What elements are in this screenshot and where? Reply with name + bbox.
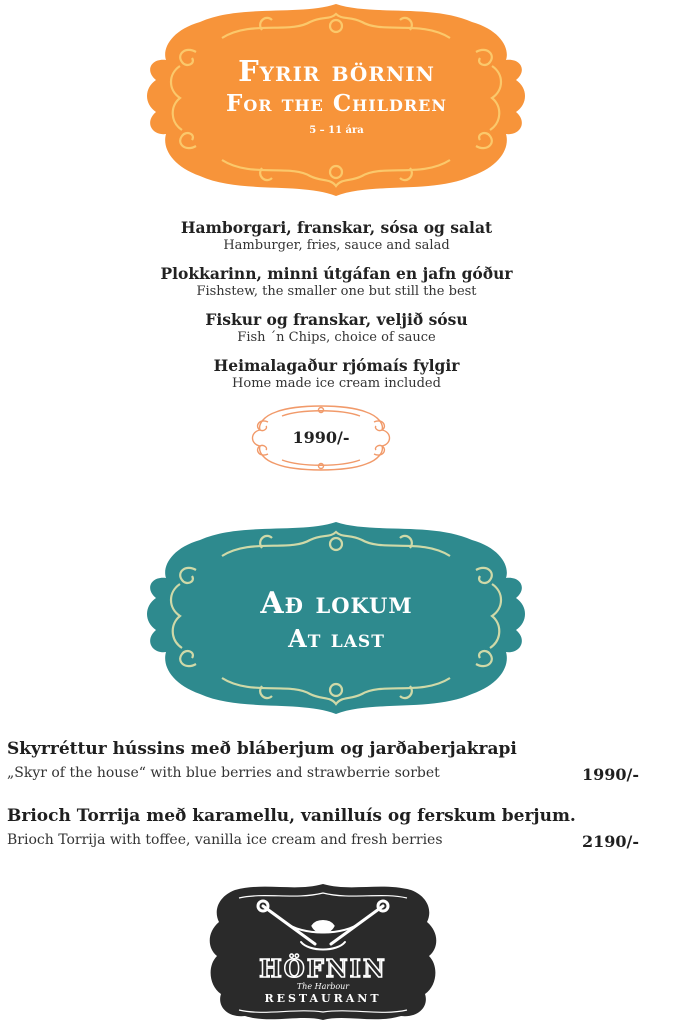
children-title-is: Fyrir börnin xyxy=(238,54,435,88)
kids-item-subtitle: Home made ice cream included xyxy=(232,376,441,391)
dessert-title-is: Að lokum xyxy=(260,586,413,621)
logo-name: HÖFNIN xyxy=(259,954,387,983)
dessert-item xyxy=(7,806,647,851)
children-banner xyxy=(0,0,673,200)
dessert-item-title: Brioch Torrija með karamellu, vanilluís og ferskum berjum. xyxy=(7,806,576,826)
restaurant-logo xyxy=(205,882,441,1022)
kids-item xyxy=(0,356,673,391)
kids-price-frame xyxy=(246,402,396,474)
children-age: 5 – 11 ára xyxy=(309,125,364,136)
dessert-item-price: 1990/- xyxy=(581,765,639,784)
kids-item xyxy=(0,218,673,253)
kids-item-title: Fiskur og franskar, veljið sósu xyxy=(205,310,468,329)
children-title-en: For the Children xyxy=(226,90,447,117)
kids-item xyxy=(0,310,673,345)
kids-price: 1990/- xyxy=(292,428,350,447)
dessert-item-price: 2190/- xyxy=(581,832,639,851)
dessert-item-subtitle: Brioch Torrija with toffee, vanilla ice cream and fresh berries xyxy=(7,832,443,848)
dessert-item xyxy=(7,739,647,784)
kids-item-subtitle: Hamburger, fries, sauce and salad xyxy=(223,238,450,253)
kids-item-title: Plokkarinn, minni útgáfan en jafn góður xyxy=(160,264,513,283)
kids-item-title: Hamborgari, franskar, sósa og salat xyxy=(180,218,493,237)
kids-item xyxy=(0,264,673,299)
dessert-item-subtitle: „Skyr of the house“ with blue berries and strawberrie sorbet xyxy=(7,765,440,781)
dessert-banner xyxy=(0,518,673,718)
kids-item-subtitle: Fish ´n Chips, choice of sauce xyxy=(237,330,436,345)
dessert-title-en: At last xyxy=(288,624,385,653)
kids-item-title: Heimalagaður rjómaís fylgir xyxy=(213,356,460,375)
logo-sub: RESTAURANT xyxy=(264,992,382,1005)
dessert-item-title: Skyrréttur hússins með bláberjum og jarðaberjakrapi xyxy=(7,739,517,759)
kids-item-subtitle: Fishstew, the smaller one but still the best xyxy=(196,284,477,299)
logo-tagline: The Harbour xyxy=(296,982,350,991)
